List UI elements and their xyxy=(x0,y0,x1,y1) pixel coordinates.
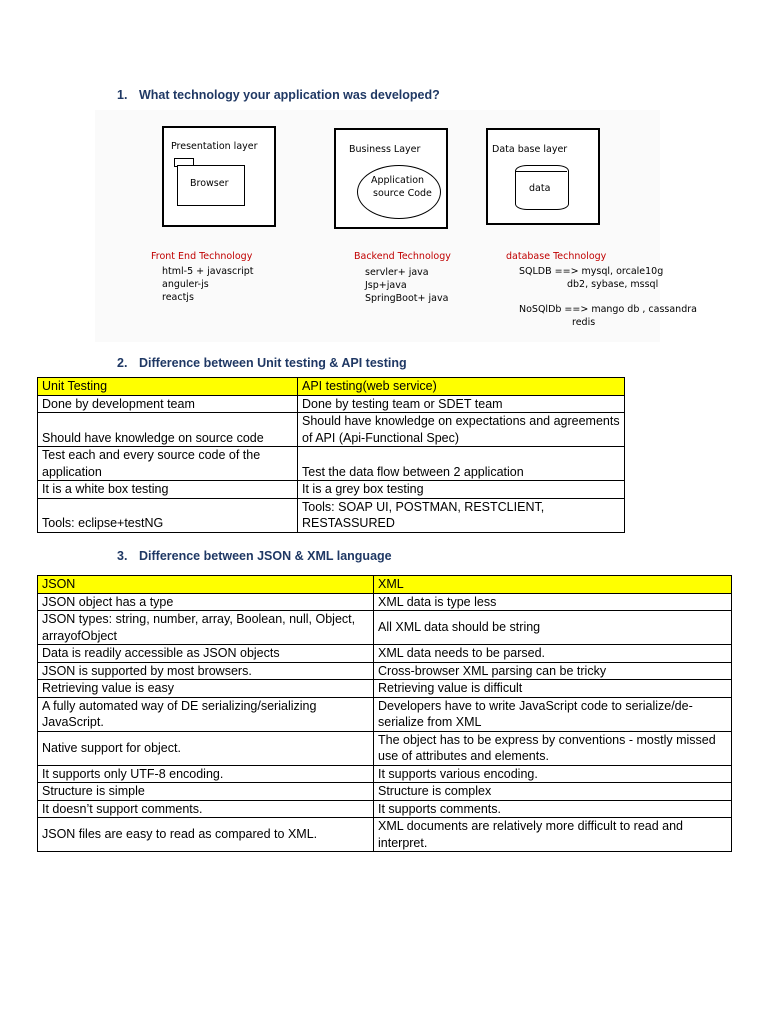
table-cell: XML data needs to be parsed. xyxy=(374,645,732,663)
section-3-title: Difference between JSON & XML language xyxy=(139,549,392,563)
table-cell: All XML data should be string xyxy=(374,611,732,645)
table-cell: JSON object has a type xyxy=(38,593,374,611)
table-row xyxy=(38,498,625,532)
json-vs-xml-table xyxy=(37,575,732,852)
table-row xyxy=(38,593,732,611)
header-cell: XML xyxy=(374,576,732,594)
table-cell: Test the data flow between 2 application xyxy=(298,447,625,481)
table-cell: Structure is simple xyxy=(38,783,374,801)
table-row xyxy=(38,447,625,481)
data-cylinder xyxy=(515,165,569,210)
table-row xyxy=(38,413,625,447)
table-cell: It supports comments. xyxy=(374,800,732,818)
table-row xyxy=(38,680,732,698)
table-row xyxy=(38,395,625,413)
table-cell: Tools: eclipse+testNG xyxy=(38,498,298,532)
table-cell: JSON types: string, number, array, Boolean, null, Object, arrayofObject xyxy=(38,611,374,645)
data-label: data xyxy=(529,183,551,194)
table-cell: It is a grey box testing xyxy=(298,481,625,499)
table-header-row xyxy=(38,576,732,594)
data-cylinder-rim xyxy=(515,171,567,172)
table-cell: Native support for object. xyxy=(38,731,374,765)
database-layer-box xyxy=(486,128,600,225)
table-row xyxy=(38,645,732,663)
table-cell: XML data is type less xyxy=(374,593,732,611)
table-cell: Cross-browser XML parsing can be tricky xyxy=(374,662,732,680)
table-cell: It supports only UTF-8 encoding. xyxy=(38,765,374,783)
database-tech-item: SQLDB ==> mysql, orcale10g xyxy=(519,266,664,277)
browser-box xyxy=(177,165,245,206)
application-source-ellipse xyxy=(357,165,441,219)
table-row xyxy=(38,662,732,680)
database-layer-label: Data base layer xyxy=(492,144,568,155)
frontend-tech-item: reactjs xyxy=(162,292,194,303)
section-1-number: 1. xyxy=(117,88,128,102)
database-tech-item: redis xyxy=(572,317,596,328)
frontend-tech-title: Front End Technology xyxy=(151,251,253,262)
unit-vs-api-table xyxy=(37,377,625,533)
business-layer-box xyxy=(334,128,448,229)
application-label: Application xyxy=(371,175,425,186)
table-row xyxy=(38,783,732,801)
section-2-number: 2. xyxy=(117,356,128,370)
section-3-number: 3. xyxy=(117,549,128,563)
browser-label: Browser xyxy=(190,178,229,189)
header-cell: Unit Testing xyxy=(38,378,298,396)
table-row xyxy=(38,611,732,645)
section-2-heading xyxy=(117,356,407,370)
table-cell: Done by development team xyxy=(38,395,298,413)
table-cell: Should have knowledge on expectations and agreements of API (Api-Functional Spec) xyxy=(298,413,625,447)
table-cell: Test each and every source code of the application xyxy=(38,447,298,481)
table-cell: Should have knowledge on source code xyxy=(38,413,298,447)
table-row xyxy=(38,818,732,852)
table-cell: Structure is complex xyxy=(374,783,732,801)
backend-tech-item: SpringBoot+ java xyxy=(365,293,449,304)
table-cell: The object has to be express by conventions - mostly missed use of attributes and elements. xyxy=(374,731,732,765)
section-2-title: Difference between Unit testing & API testing xyxy=(139,356,407,370)
table-row xyxy=(38,481,625,499)
backend-tech-item: servler+ java xyxy=(365,267,429,278)
frontend-tech-item: anguler-js xyxy=(162,279,209,290)
database-tech-title: database Technology xyxy=(506,251,607,262)
table-cell: Data is readily accessible as JSON objects xyxy=(38,645,374,663)
table-row xyxy=(38,697,732,731)
table-header-row xyxy=(38,378,625,396)
table-cell: Tools: SOAP UI, POSTMAN, RESTCLIENT, RESTASSURED xyxy=(298,498,625,532)
database-tech-item: db2, sybase, mssql xyxy=(567,279,659,290)
header-cell: JSON xyxy=(38,576,374,594)
business-layer-label: Business Layer xyxy=(349,144,421,155)
table-cell: JSON is supported by most browsers. xyxy=(38,662,374,680)
section-1-title: What technology your application was developed? xyxy=(139,88,440,102)
table-cell: It doesn’t support comments. xyxy=(38,800,374,818)
presentation-layer-label: Presentation layer xyxy=(171,141,258,152)
section-3-heading xyxy=(117,549,392,563)
table-cell: Retrieving value is difficult xyxy=(374,680,732,698)
table-cell: XML documents are relatively more difficult to read and interpret. xyxy=(374,818,732,852)
table-cell: Developers have to write JavaScript code to serialize/de-serialize from XML xyxy=(374,697,732,731)
table-row xyxy=(38,731,732,765)
presentation-layer-box xyxy=(162,126,276,227)
frontend-tech-item: html-5 + javascript xyxy=(162,266,254,277)
database-tech-item: NoSQlDb ==> mango db , cassandra xyxy=(519,304,697,315)
source-code-label: source Code xyxy=(373,188,432,199)
table-cell: Done by testing team or SDET team xyxy=(298,395,625,413)
backend-tech-title: Backend Technology xyxy=(354,251,451,262)
header-cell: API testing(web service) xyxy=(298,378,625,396)
table-cell: JSON files are easy to read as compared to XML. xyxy=(38,818,374,852)
table-row xyxy=(38,765,732,783)
architecture-diagram xyxy=(95,110,697,342)
table-cell: A fully automated way of DE serializing/serializing JavaScript. xyxy=(38,697,374,731)
table-cell: It is a white box testing xyxy=(38,481,298,499)
table-cell: It supports various encoding. xyxy=(374,765,732,783)
table-cell: Retrieving value is easy xyxy=(38,680,374,698)
section-1-heading xyxy=(117,88,440,102)
table-row xyxy=(38,800,732,818)
backend-tech-item: Jsp+java xyxy=(365,280,407,291)
